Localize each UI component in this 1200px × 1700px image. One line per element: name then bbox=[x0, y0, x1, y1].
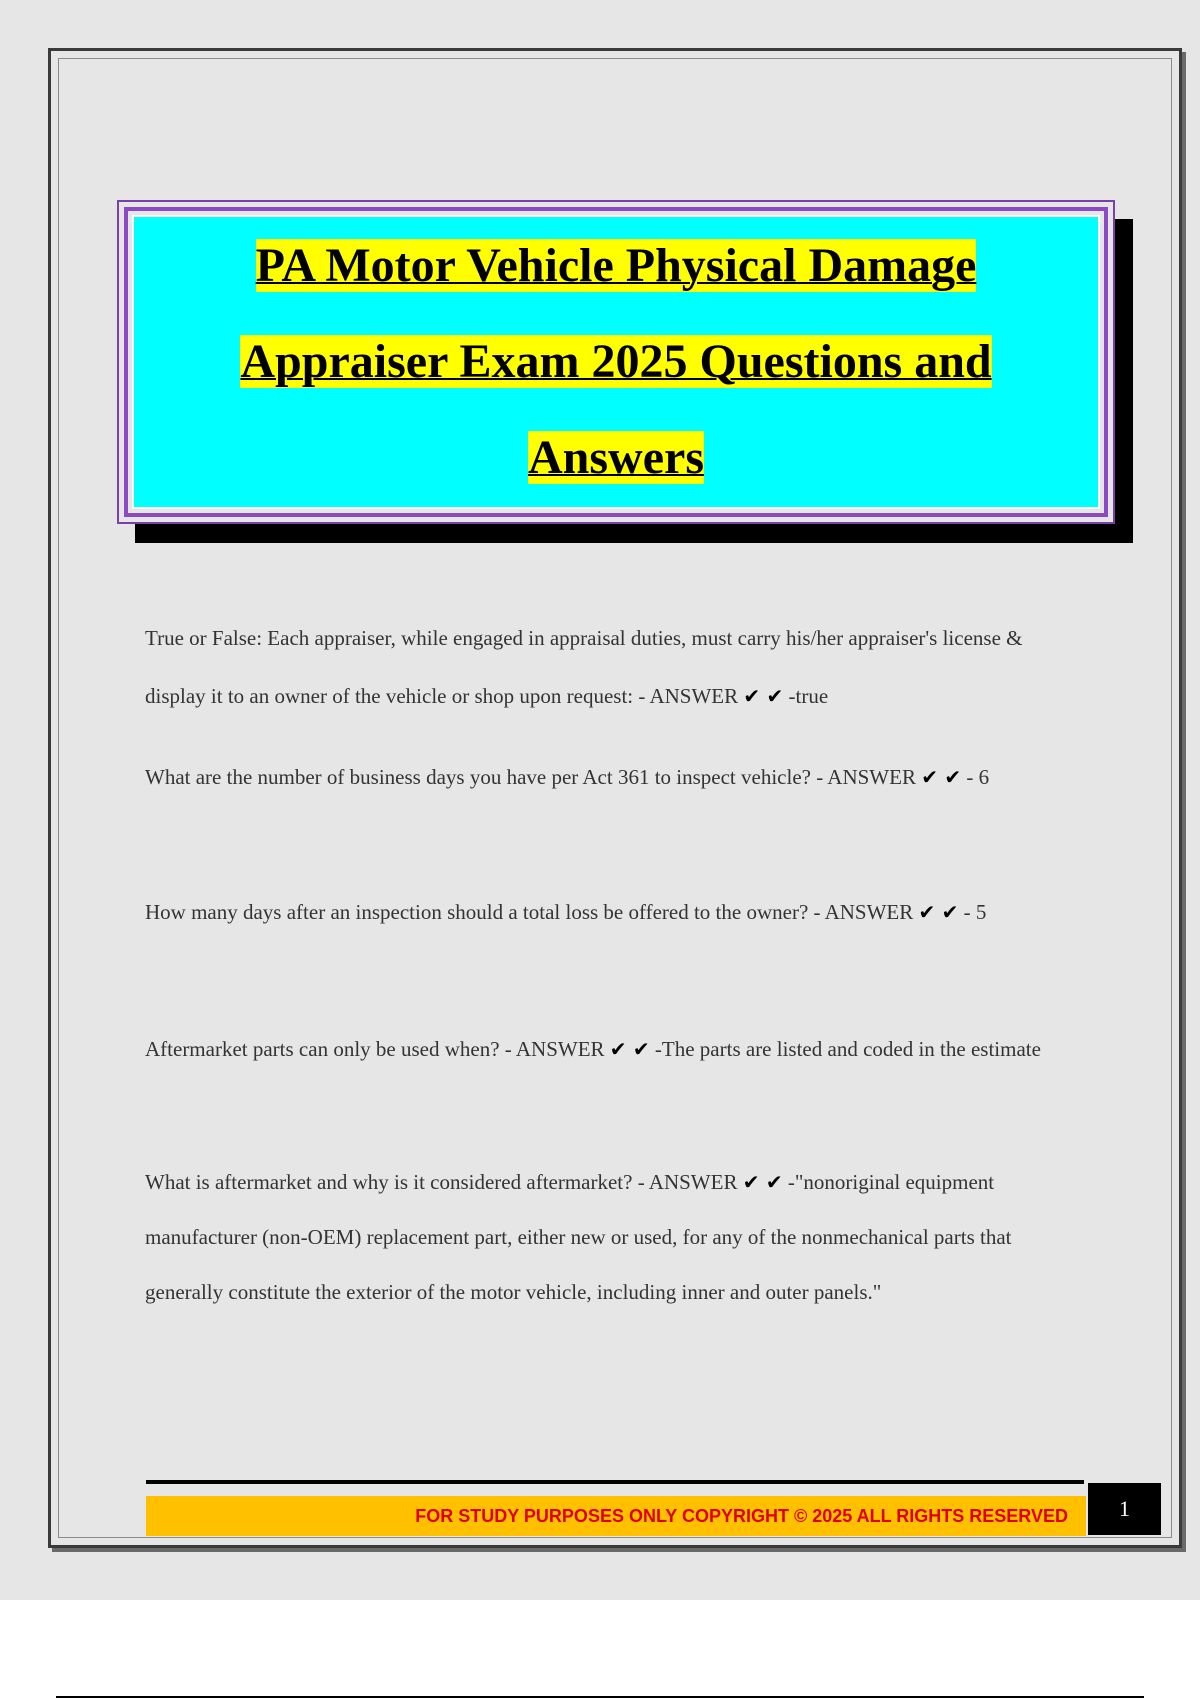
check-icon: ✔ ✔ bbox=[921, 765, 962, 789]
title-line-1: PA Motor Vehicle Physical Damage bbox=[255, 239, 977, 292]
title-box bbox=[117, 200, 1115, 524]
footer-banner bbox=[146, 1496, 1086, 1536]
qa-item-5 bbox=[145, 1155, 1085, 1320]
qa-item-1 bbox=[145, 609, 1085, 725]
bottom-divider bbox=[56, 1696, 1144, 1698]
copyright-notice: FOR STUDY PURPOSES ONLY COPYRIGHT © 2025 ALL RIGHTS RESERVED bbox=[415, 1505, 1068, 1526]
check-icon: ✔ ✔ bbox=[743, 684, 784, 708]
footer-divider bbox=[146, 1480, 1084, 1484]
page-number: 1 bbox=[1088, 1483, 1161, 1535]
qa-item-3 bbox=[145, 883, 1085, 941]
answer-text: -true bbox=[788, 684, 829, 708]
title-box-fill bbox=[132, 215, 1100, 509]
document-title bbox=[176, 218, 1056, 506]
question-text: What are the number of business days you have per Act 361 to inspect vehicle? - ANSWER bbox=[145, 765, 916, 789]
title-line-2: Appraiser Exam 2025 Questions and bbox=[240, 335, 992, 388]
answer-text: - 6 bbox=[966, 765, 990, 789]
check-icon: ✔ ✔ bbox=[609, 1037, 650, 1061]
qa-item-2 bbox=[145, 748, 1085, 806]
question-text: Aftermarket parts can only be used when? - ANSWER bbox=[145, 1037, 605, 1061]
title-box-border bbox=[124, 207, 1108, 517]
question-text: What is aftermarket and why is it considered aftermarket? - ANSWER bbox=[145, 1170, 738, 1194]
answer-text: -"nonoriginal equipment manufacturer (non-OEM) replacement part, either new or used, for any of the nonmechanical parts that generally constitute the exterior of the motor vehicle, including inner and outer panels." bbox=[145, 1170, 1012, 1304]
question-text: True or False: Each appraiser, while engaged in appraisal duties, must carry his/her appraiser's license & display it to an owner of the vehicle or shop upon request: - ANSWER bbox=[145, 626, 1023, 708]
title-line-3: Answers bbox=[528, 431, 704, 484]
answer-text: -The parts are listed and coded in the estimate bbox=[654, 1037, 1041, 1061]
check-icon: ✔ ✔ bbox=[918, 900, 959, 924]
question-text: How many days after an inspection should a total loss be offered to the owner? - ANSWER bbox=[145, 900, 914, 924]
qa-item-4 bbox=[145, 1020, 1085, 1078]
answer-text: - 5 bbox=[963, 900, 987, 924]
check-icon: ✔ ✔ bbox=[742, 1170, 783, 1194]
